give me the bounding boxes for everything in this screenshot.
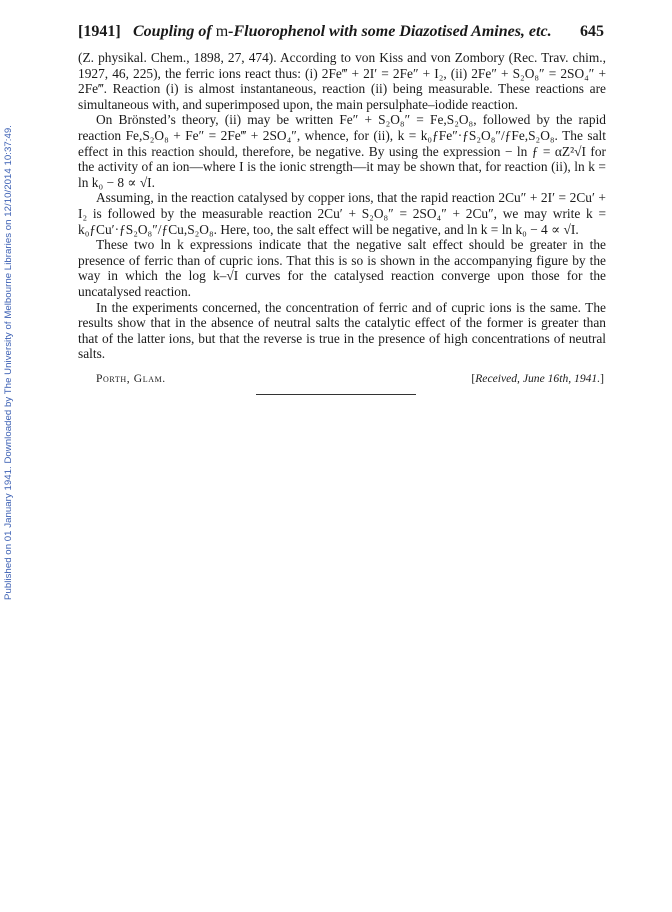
received-text: Received, June 16th, 1941. <box>475 372 601 385</box>
paragraph-2: On Brönsted’s theory, (ii) may be written Fe″ + S₂O₈″ = Fe,S₂O₈, followed by the rapid reaction Fe,S₂O₈ + Fe″ = 2Fe‴ + 2SO₄″, whence, for (ii), k = k₀ƒFe″·ƒS₂O₈″/ƒFe,S₂O₈. The salt effect in this reaction should, therefore, be negative. By using the expression − ln ƒ = αZ²√I for the activity of an ion—where I is the ionic strength—it may be shown that, for reaction (ii), ln k = ln k₀ − 8 ∝ √I. <box>78 112 606 190</box>
article-body <box>78 50 606 362</box>
header-title-m: m <box>215 23 229 40</box>
header-title-pre: Coupling of <box>133 23 216 40</box>
end-rule <box>256 394 416 395</box>
received-close: ] <box>600 372 604 385</box>
received-date <box>471 372 604 385</box>
article-footer <box>78 372 606 390</box>
paragraph-5: In the experiments concerned, the concentration of ferric and of cupric ions is the same. The results show that in the absence of neutral salts the catalytic effect of the former is greater than that of the latter ions, but that the reverse is true in the presence of high concentrations of neutral salts. <box>78 299 606 362</box>
header-title <box>133 23 552 41</box>
header-title-post: -Fluorophenol with some Diazotised Amines, etc. <box>228 23 552 40</box>
download-watermark <box>3 96 17 600</box>
author-location: Porth, Glam. <box>96 372 166 385</box>
running-header <box>78 23 606 47</box>
paragraph-1: (Z. physikal. Chem., 1898, 27, 474). According to von Kiss and von Zombory (Rec. Trav. chim., 1927, 46, 225), the ferric ions react thus: (i) 2Fe‴ + 2I′ = 2Fe″ + I₂, (ii) 2Fe″ + S₂O₈″ = 2SO₄″ + 2Fe‴. Reaction (i) is almost instantaneous, reaction (ii) being measurable. These reactions are simultaneous with, and superimposed upon, the main persulphate–iodide reaction. <box>78 50 606 112</box>
paragraph-4: These two ln k expressions indicate that the negative salt effect should be greater in the presence of ferric than of cupric ions. That this is so is shown in the accompanying figure by the way in which the log k–√I curves for the catalysed reaction converge upon those for the uncatalysed reaction. <box>78 237 606 299</box>
paragraph-3: Assuming, in the reaction catalysed by copper ions, that the rapid reaction 2Cu″ + 2I′ = 2Cu′ + I₂ is followed by the measurable reaction 2Cu′ + S₂O₈″ = 2SO₄″ + 2Cu″, we may write k = k₀ƒCu′·ƒS₂O₈″/ƒCu,S₂O₈. Here, too, the salt effect will be negative, and ln k = ln k₀ − 4 ∝ √I. <box>78 190 606 237</box>
page-number: 645 <box>580 23 604 40</box>
download-watermark-text: Published on 01 January 1941. Downloaded by The University of Melbourne Libraries on 12/10/2014 10:37:49. <box>3 125 14 600</box>
header-year: [1941] <box>78 23 121 40</box>
received-open: [ <box>471 372 476 385</box>
